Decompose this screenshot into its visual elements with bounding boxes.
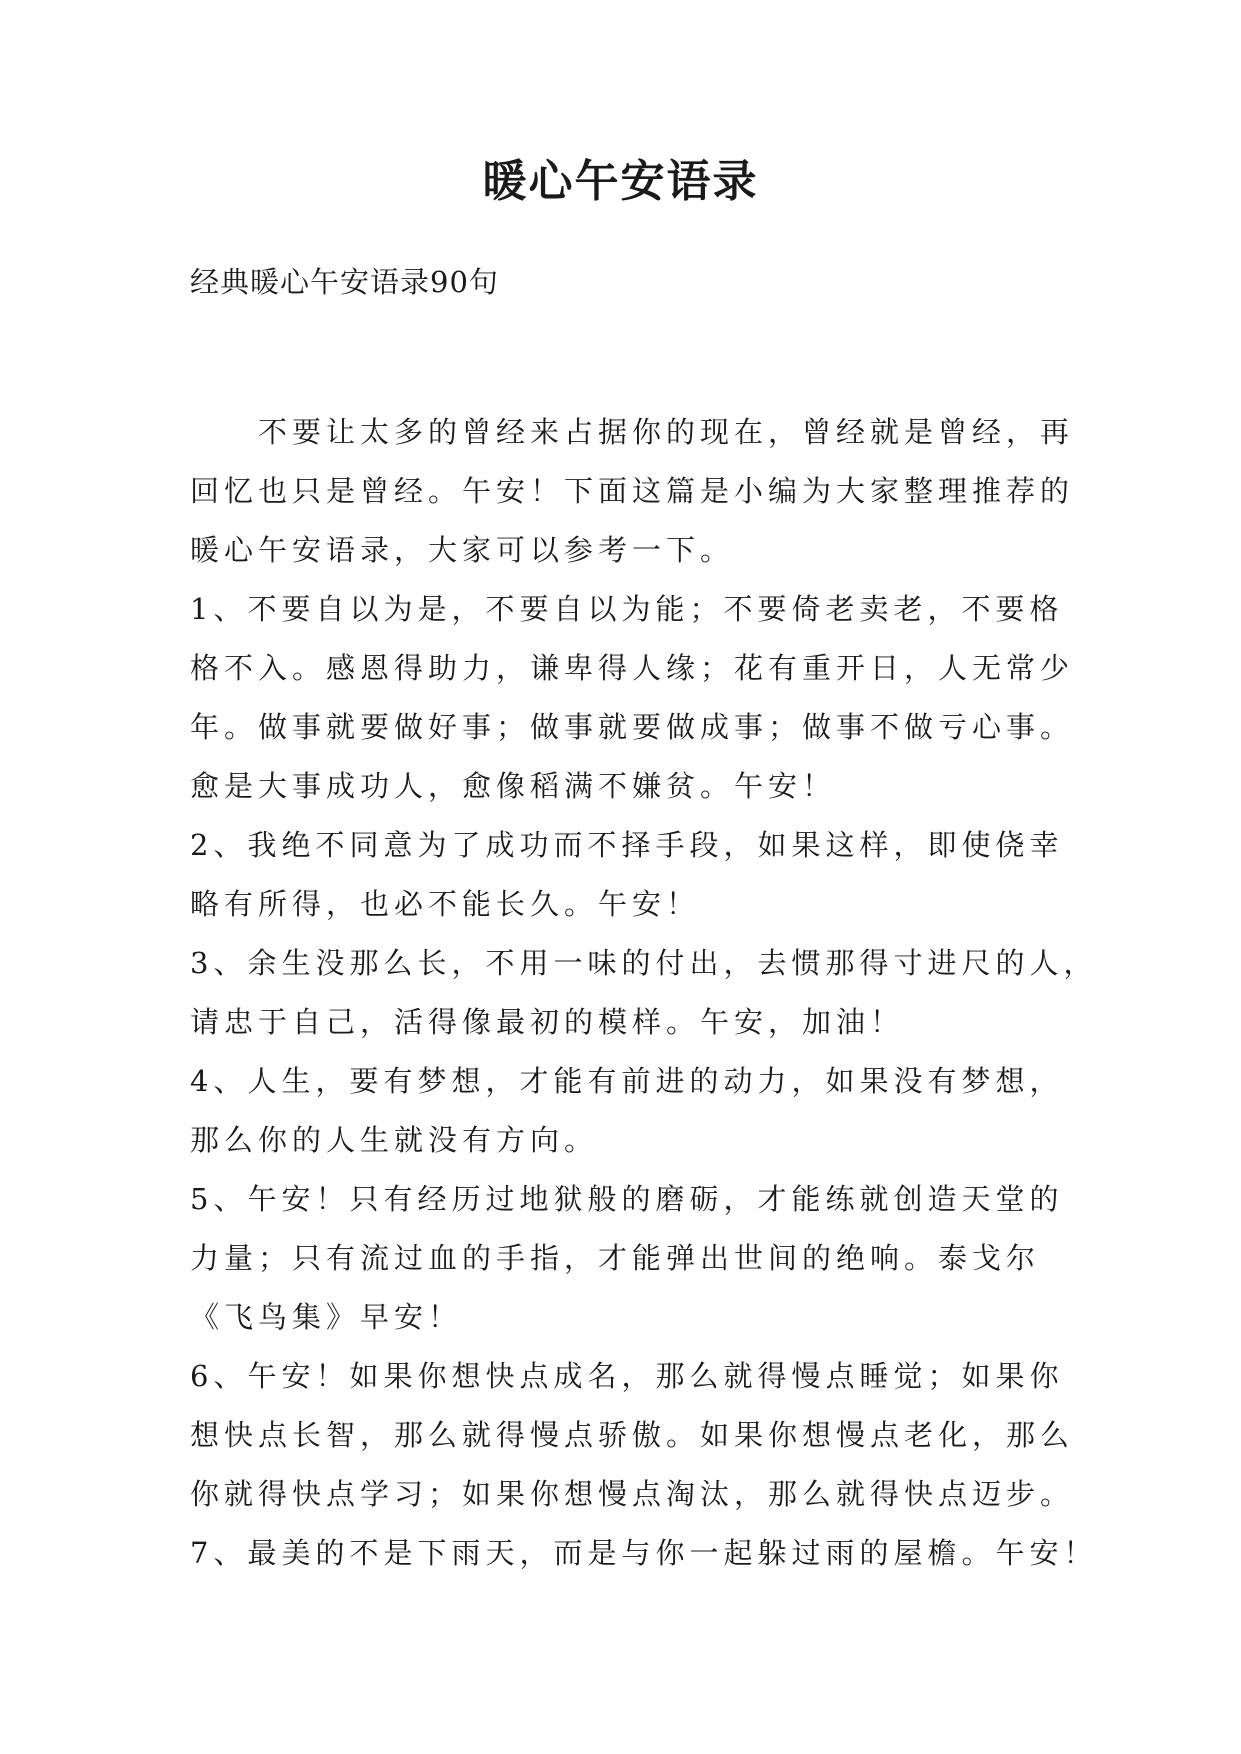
document-body xyxy=(190,403,1098,1583)
document-subtitle: 经典暖心午安语录90句 xyxy=(190,265,499,299)
body-line: 请忠于自己，活得像最初的模样。午安，加油！ xyxy=(190,1005,905,1039)
body-line: 《飞鸟集》早安！ xyxy=(190,1300,463,1334)
body-line: 6、午安！如果你想快点成名，那么就得慢点睡觉；如果你 xyxy=(190,1359,1064,1393)
body-line: 你就得快点学习；如果你想慢点淘汰，那么就得快点迈步。 xyxy=(190,1477,1075,1511)
body-line: 格不入。感恩得助力，谦卑得人缘；花有重开日，人无常少 xyxy=(190,651,1075,685)
body-line: 年。做事就要做好事；做事就要做成事；做事不做亏心事。 xyxy=(190,710,1075,744)
body-line: 不要让太多的曾经来占据你的现在，曾经就是曾经，再 xyxy=(190,415,1075,449)
document-title: 暖心午安语录 xyxy=(482,156,759,207)
body-line: 2、我绝不同意为了成功而不择手段，如果这样，即使侥幸 xyxy=(190,828,1064,862)
body-line: 那么你的人生就没有方向。 xyxy=(190,1123,599,1157)
body-line: 5、午安！只有经历过地狱般的磨砺，才能练就创造天堂的 xyxy=(190,1182,1064,1216)
body-line: 7、最美的不是下雨天，而是与你一起躲过雨的屋檐。午安！ xyxy=(190,1536,1098,1570)
body-line: 3、余生没那么长，不用一味的付出，去惯那得寸进尺的人， xyxy=(190,946,1098,980)
body-line: 1、不要自以为是，不要自以为能；不要倚老卖老，不要格 xyxy=(190,592,1064,626)
body-line: 4、人生，要有梦想，才能有前进的动力，如果没有梦想， xyxy=(190,1064,1064,1098)
body-line: 暖心午安语录，大家可以参考一下。 xyxy=(190,533,735,567)
body-line: 略有所得，也必不能长久。午安！ xyxy=(190,887,701,921)
body-line: 想快点长智，那么就得慢点骄傲。如果你想慢点老化，那么 xyxy=(190,1418,1075,1452)
body-line: 愈是大事成功人，愈像稻满不嫌贫。午安！ xyxy=(190,769,837,803)
body-line: 力量；只有流过血的手指，才能弹出世间的绝响。泰戈尔 xyxy=(190,1241,1041,1275)
body-line: 回忆也只是曾经。午安！下面这篇是小编为大家整理推荐的 xyxy=(190,474,1075,508)
